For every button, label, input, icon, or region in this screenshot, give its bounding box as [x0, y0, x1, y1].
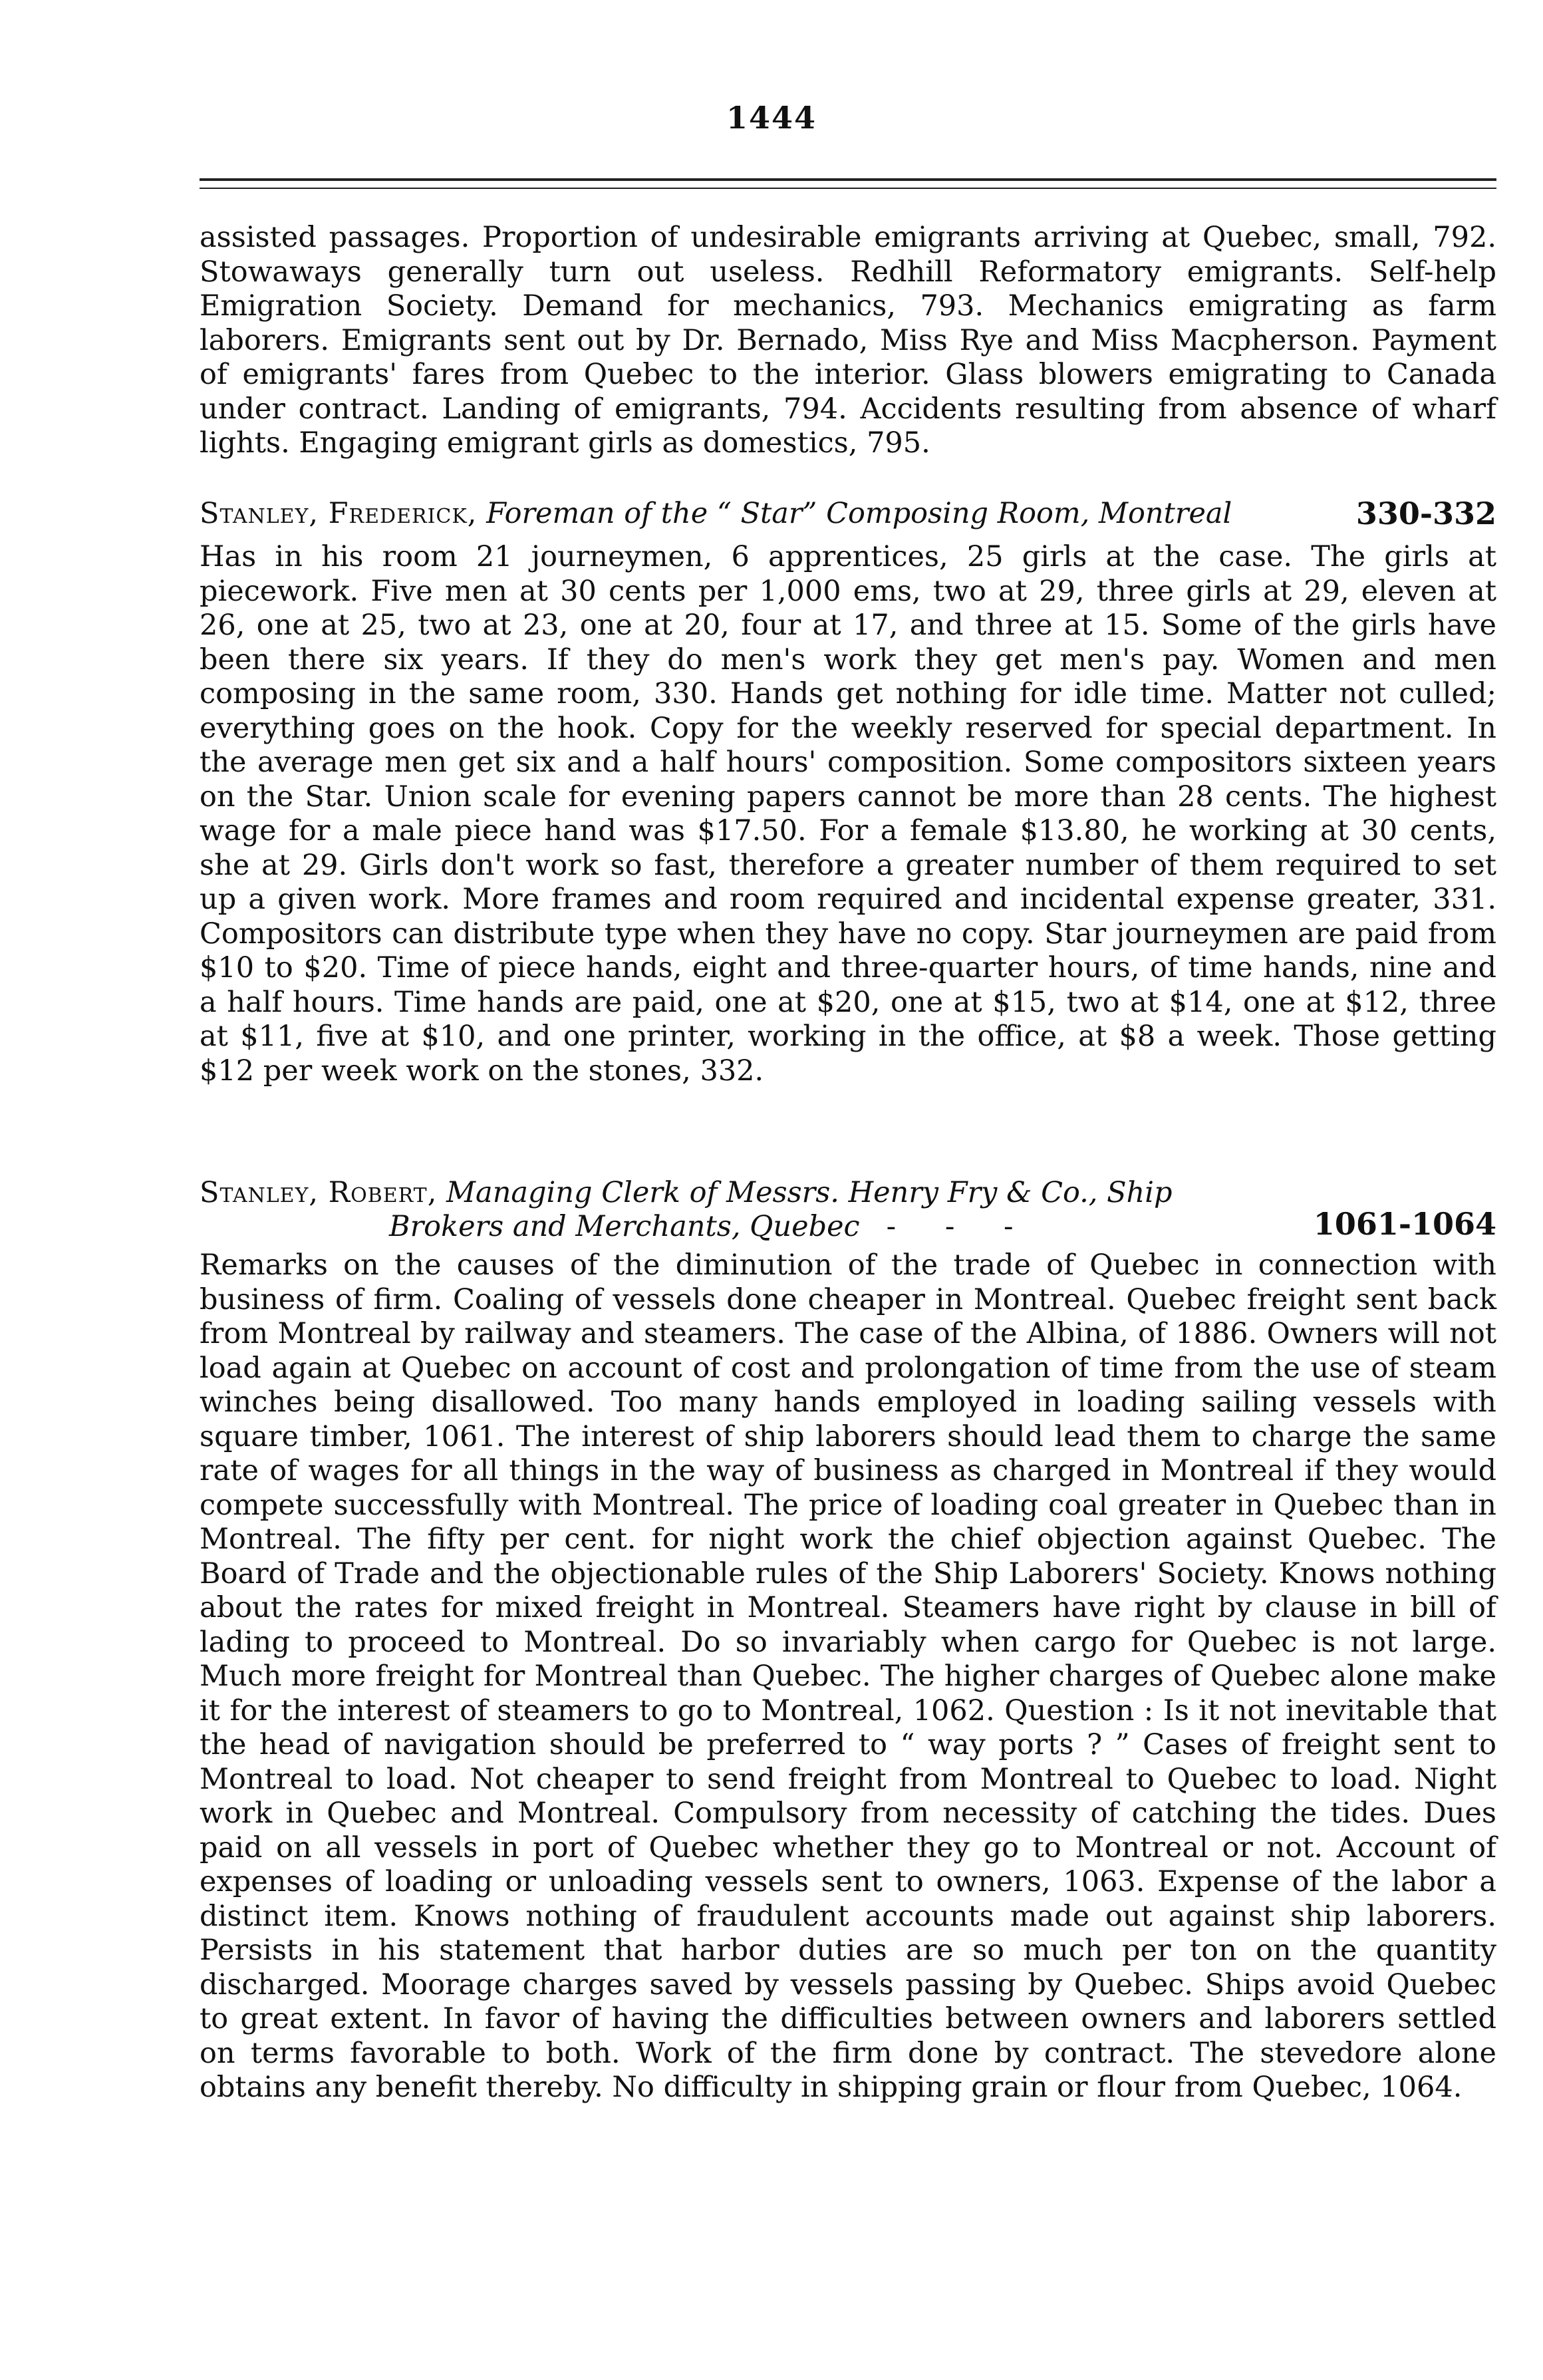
entry-name: Stanley, Robert,	[200, 1176, 438, 1209]
entry-leader: - - -	[886, 1210, 1034, 1243]
entry-heading-stanley-robert	[200, 1176, 1496, 1244]
intro-paragraph: assisted passages. Proportion of undesirable emigrants arriving at Quebec, small, 792. Stowaways generally turn out useless. Redhill Reformatory emigrants. Self-help Emigration Society. Demand for mechanics, 793. Mechanics emigrating as farm laborers. Emigrants sent out by Dr. Bernado, Miss Rye and Miss Macpherson. Payment of emigrants' fares from Quebec to the interior. Glass blowers emigrating to Canada under contract. Landing of emigrants, 794. Accidents resulting from absence of wharf lights. Engaging emigrant girls as domestics, 795.	[200, 221, 1496, 460]
entry-role-continued: Brokers and Merchants, Quebec	[389, 1210, 860, 1243]
entry-name: Stanley, Frederick,	[200, 497, 478, 530]
page-number: 1444	[726, 100, 817, 136]
entry-pages: 330-332	[1355, 496, 1496, 531]
entry-pages: 1061-1064	[1313, 1206, 1496, 1242]
header-rule	[200, 178, 1496, 181]
entry-role: Foreman of the “ Star” Composing Room, Montreal	[486, 497, 1232, 530]
entry-body-stanley-robert: Remarks on the causes of the diminution of the trade of Quebec in connection with business of firm. Coaling of vessels done cheaper in Montreal. Quebec freight sent back from Montreal by railway and steamers. The case of the Albina, of 1886. Owners will not load again at Quebec on account of cost and prolongation of time from the use of steam winches being disallowed. Too many hands employed in loading sailing vessels with square timber, 1061. The interest of ship laborers should lead them to charge the same rate of wages for all things in the way of business as charged in Montreal if they would compete successfully with Montreal. The price of loading coal greater in Quebec than in Montreal. The fifty per cent. for night work the chief objection against Quebec. The Board of Trade and the objectionable rules of the Ship Laborers' Society. Knows nothing about the rates for mixed freight in Montreal. Steamers have right by clause in bill of lading to proceed to Montreal. Do so invariably when cargo for Quebec is not large. Much more freight for Montreal than Quebec. The higher charges of Quebec alone make it for the interest of steamers to go to Montreal, 1062. Question : Is it not inevitable that the head of navigation should be preferred to “ way ports ? ” Cases of freight sent to Montreal to load. Not cheaper to send freight from Montreal to Quebec to load. Night work in Quebec and Montreal. Compulsory from necessity of catching the tides. Dues paid on all vessels in port of Quebec whether they go to Montreal or not. Account of expenses of loading or unloading vessels sent to owners, 1063. Expense of the labor a distinct item. Knows nothing of fraudulent accounts made out against ship laborers. Persists in his statement that harbor duties are so much per ton on the quantity discharged. Moorage charges saved by vessels passing by Quebec. Ships avoid Quebec to great extent. In favor of having the difficulties between owners and laborers settled on terms favorable to both. Work of the firm done by contract. The stevedore alone obtains any benefit thereby. No difficulty in shipping grain or flour from Quebec, 1064.	[200, 1249, 1496, 2104]
entry-role: Managing Clerk of Messrs. Henry Fry & Co., Ship	[446, 1176, 1173, 1209]
entry-body-stanley-frederick: Has in his room 21 journeymen, 6 apprentices, 25 girls at the case. The girls at piecework. Five men at 30 cents per 1,000 ems, two at 29, three girls at 29, eleven at 26, one at 25, two at 23, one at 20, four at 17, and three at 15. Some of the girls have been there six years. If they do men's work they get men's pay. Women and men composing in the same room, 330. Hands get nothing for idle time. Matter not culled; everything goes on the hook. Copy for the weekly reserved for special department. In the average men get six and a half hours' composition. Some compositors sixteen years on the Star. Union scale for evening papers cannot be more than 28 cents. The highest wage for a male piece hand was $17.50. For a female $13.80, he working at 30 cents, she at 29. Girls don't work so fast, therefore a greater number of them required to set up a given work. More frames and room required and incidental expense greater, 331. Compositors can distribute type when they have no copy. Star journeymen are paid from $10 to $20. Time of piece hands, eight and three-quarter hours, of time hands, nine and a half hours. Time hands are paid, one at $20, one at $15, two at $14, one at $12, three at $11, five at $10, and one printer, working in the office, at $8 a week. Those getting $12 per week work on the stones, 332.	[200, 540, 1496, 1088]
entry-heading-stanley-frederick	[200, 497, 1496, 531]
header-rule-thin	[200, 188, 1496, 189]
